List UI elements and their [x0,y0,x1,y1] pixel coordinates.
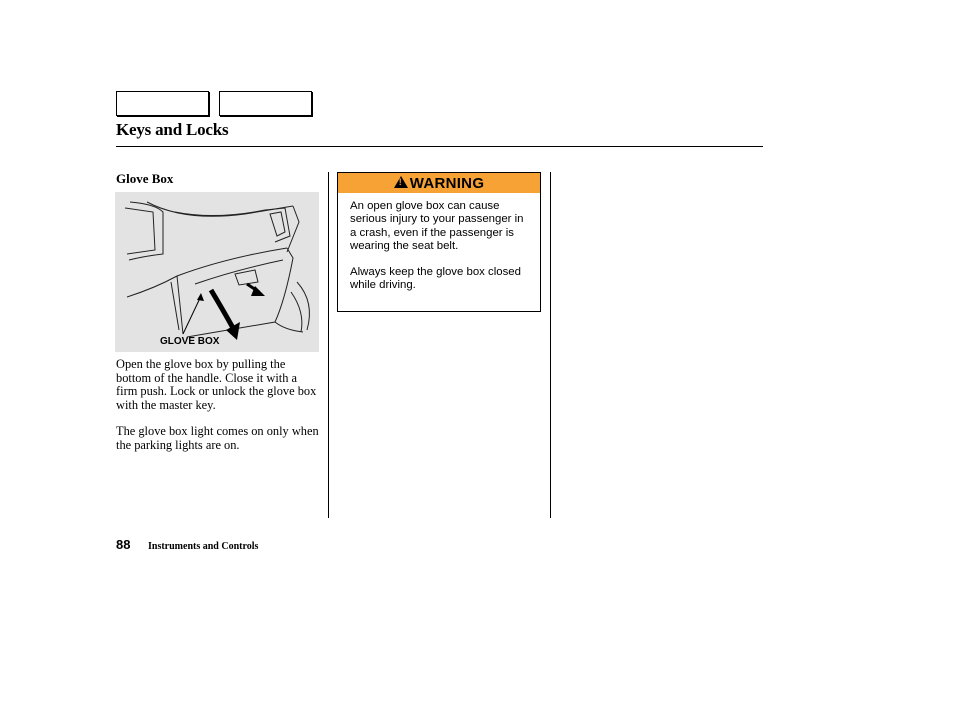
glove-box-light-note: The glove box light comes on only when the parking lights are on. [116,424,319,452]
warning-paragraph: An open glove box can cause serious injury to your passenger in a crash, even if the passenger is wearing the seat belt. [350,200,524,252]
column-divider-right [550,172,551,518]
glove-box-illustration [115,192,319,352]
page-title: Keys and Locks [116,120,229,139]
warning-box [337,172,541,312]
nav-tab-box-right[interactable] [219,91,312,116]
nav-tab-box-left[interactable] [116,91,209,116]
warning-body [338,193,540,293]
glove-box-drawing [115,192,319,352]
title-divider [116,146,763,147]
section-heading: Glove Box [116,171,174,186]
glove-box-callout-label: GLOVE BOX [160,336,220,347]
page-number: 88 [116,537,131,552]
glove-box-instructions: Open the glove box by pulling the bottom of the handle. Close it with a firm push. Lock or unlock the glove box with the master key. [116,357,317,412]
footer-section-title: Instruments and Controls [148,541,259,552]
column-divider-left [328,172,329,518]
warning-header [338,173,540,193]
warning-title: WARNING [409,174,485,192]
warning-paragraph: Always keep the glove box closed while driving. [350,266,521,292]
warning-triangle-icon [394,176,408,188]
